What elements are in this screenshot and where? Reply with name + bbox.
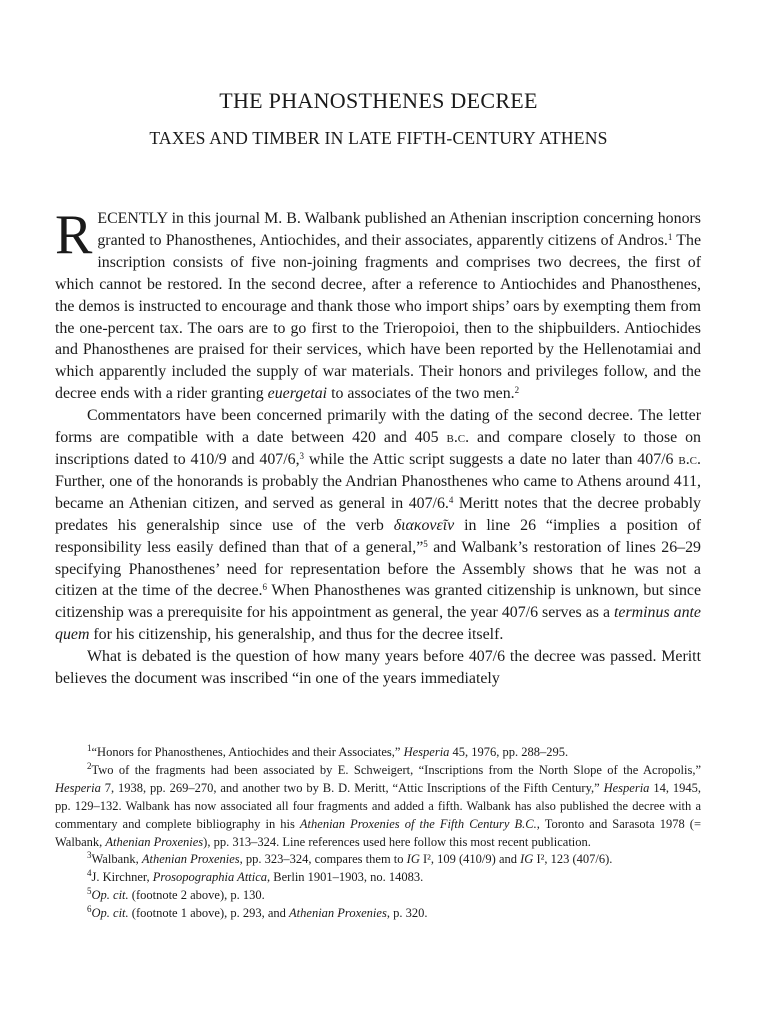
- text-run: in line 26 “implies a position of responsibility less easily defined than that of a general,”: [55, 516, 701, 556]
- journal-title: Hesperia: [55, 780, 101, 795]
- text-run: , pp. 323–324, compares them to: [239, 852, 407, 867]
- paragraph-2: [55, 405, 701, 646]
- text-run: 14, 1945, pp. 129–132. Walbank has now associated all four fragments and added a fifth. Walbank has also published the decree with a commentary and complete bibliography in his: [55, 780, 702, 831]
- footnote-1: [55, 744, 701, 762]
- text-run: and Walbank’s restoration of lines 26–29 specifying Phanosthenes’ need for representation before the Assembly shows that he was not a citizen at the time of the decree.: [55, 538, 701, 600]
- text-run: Meritt notes that the decree probably predates his generalship since use of the verb: [55, 494, 701, 534]
- article-subtitle: TAXES AND TIMBER IN LATE FIFTH-CENTURY ATHENS: [149, 128, 608, 148]
- footnote-ref-3[interactable]: 3: [299, 450, 305, 461]
- paragraph-1: [55, 204, 701, 405]
- text-run: , p. 320.: [386, 906, 428, 921]
- footnote-ref-1[interactable]: 1: [667, 231, 673, 242]
- journal-title: Hesperia: [403, 745, 450, 759]
- era-abbrev: b.c.: [446, 429, 470, 447]
- book-title: Prosopographia Attica: [152, 870, 268, 885]
- book-title: Athenian Proxenies of the Fifth Century B.C.: [299, 816, 537, 831]
- op-cit: Op. cit.: [91, 906, 129, 921]
- text-run: to associates of the two men.: [327, 385, 515, 403]
- text-run: Further, one of the honorands is probably the Andrian Phanosthenes who came to Athens around 411, became an Athenian citizen, and served as general in 407/6.: [55, 472, 701, 512]
- book-title: Athenian Proxenies: [105, 834, 204, 849]
- text-run: 7, 1938, pp. 269–270, and another two by B. D. Meritt, “Attic Inscriptions of the Fifth Century,”: [100, 780, 604, 795]
- footnote-ref-5[interactable]: 5: [423, 538, 428, 549]
- text-run: J. Kirchner,: [91, 870, 153, 885]
- footnote-2: [55, 762, 701, 852]
- drop-cap: R: [55, 204, 93, 266]
- text-run: ), pp. 313–324. Line references used here follow this most recent publication.: [203, 834, 591, 849]
- text-run: Two of the fragments had been associated by E. Schweigert, “Inscriptions from the North Slope of the Acropolis,”: [91, 762, 701, 777]
- footnote-5: [55, 887, 701, 905]
- footnote-number: 6: [87, 904, 92, 915]
- corpus-abbrev: IG: [520, 852, 534, 867]
- text-run: Walbank,: [91, 852, 142, 867]
- text-run: , Toronto and Sarasota 1978 (= Walbank,: [55, 816, 701, 849]
- footnote-ref-4[interactable]: 4: [448, 494, 454, 505]
- footnote-number: 3: [87, 850, 92, 861]
- footnote-6: [55, 905, 701, 923]
- op-cit: Op. cit.: [91, 888, 129, 903]
- text-run: I², 123 (407/6).: [533, 852, 613, 867]
- text-run: , Berlin 1901–1903, no. 14083.: [267, 870, 424, 885]
- paragraph-3: What is debated is the question of how many years before 407/6 the decree was passed. Meritt believes the document was inscribed “in one of the years immediately: [55, 648, 701, 688]
- italic-term: terminus ante quem: [55, 604, 701, 644]
- footnotes: [55, 744, 701, 923]
- era-abbrev: b.c.: [678, 450, 701, 468]
- article-title: THE PHANOSTHENES DECREE: [219, 88, 538, 113]
- footnote-ref-6[interactable]: 6: [262, 582, 268, 593]
- text-run: When Phanosthenes was granted citizenship is unknown, but since citizenship was a prerequisite for his appointment as general, the year 407/6 serves as a: [55, 582, 701, 622]
- footnote-number: 2: [87, 760, 92, 771]
- text-run: for his citizenship, his generalship, and thus for the decree itself.: [89, 626, 504, 644]
- greek-word: διακονεῖν: [393, 516, 455, 534]
- text-run: The inscription consists of five non-joining fragments and comprises two decrees, the first of which cannot be restored. In the second decree, after a reference to Antiochides and Phanosthenes, the demos is instructed to encourage and thank those who import ships’ oars by exempting them from the one-percent tax. The oars are to go first to the Trieropoioi, then to the shipbuilders. Antiochides and Phanosthenes are praised for their services, which have been reported by the Hellenotamiai and which apparently included the supply of war materials. Their honors and privileges follow, and the decree ends with a rider granting: [55, 231, 701, 403]
- footnote-number: 4: [87, 868, 92, 879]
- book-title: Athenian Proxenies: [289, 906, 387, 921]
- footnote-3: [55, 851, 701, 869]
- footnote-number: 5: [87, 886, 92, 897]
- text-run: while the Attic script suggests a date no later than 407/6: [304, 450, 679, 468]
- text-run: I², 109 (410/9) and: [419, 852, 521, 867]
- text-run: (footnote 2 above), p. 130.: [128, 888, 265, 903]
- corpus-abbrev: IG: [406, 852, 420, 867]
- footnote-4: [55, 869, 701, 887]
- text-run: ECENTLY in this journal M. B. Walbank published an Athenian inscription concerning honors granted to Phanosthenes, Antiochides, and their associates, apparently citizens of Andros.: [97, 210, 701, 249]
- text-run: and compare closely to those on inscriptions dated to 410/9 and 407/6,: [55, 429, 702, 468]
- footnote-number: 1: [87, 743, 92, 753]
- text-run: Commentators have been concerned primarily with the dating of the second decree. The letter forms are compatible with a date between 420 and 405: [55, 407, 701, 447]
- footnote-ref-2[interactable]: 2: [514, 385, 520, 396]
- text-run: 45, 1976, pp. 288–295.: [449, 745, 569, 759]
- article-body: [55, 204, 702, 690]
- text-run: “Honors for Phanosthenes, Antiochides and their Associates,”: [91, 745, 404, 759]
- book-title: Athenian Proxenies: [141, 852, 240, 867]
- journal-title: Hesperia: [603, 780, 650, 795]
- text-run: (footnote 1 above), p. 293, and: [128, 906, 290, 921]
- italic-term: euergetai: [267, 385, 328, 403]
